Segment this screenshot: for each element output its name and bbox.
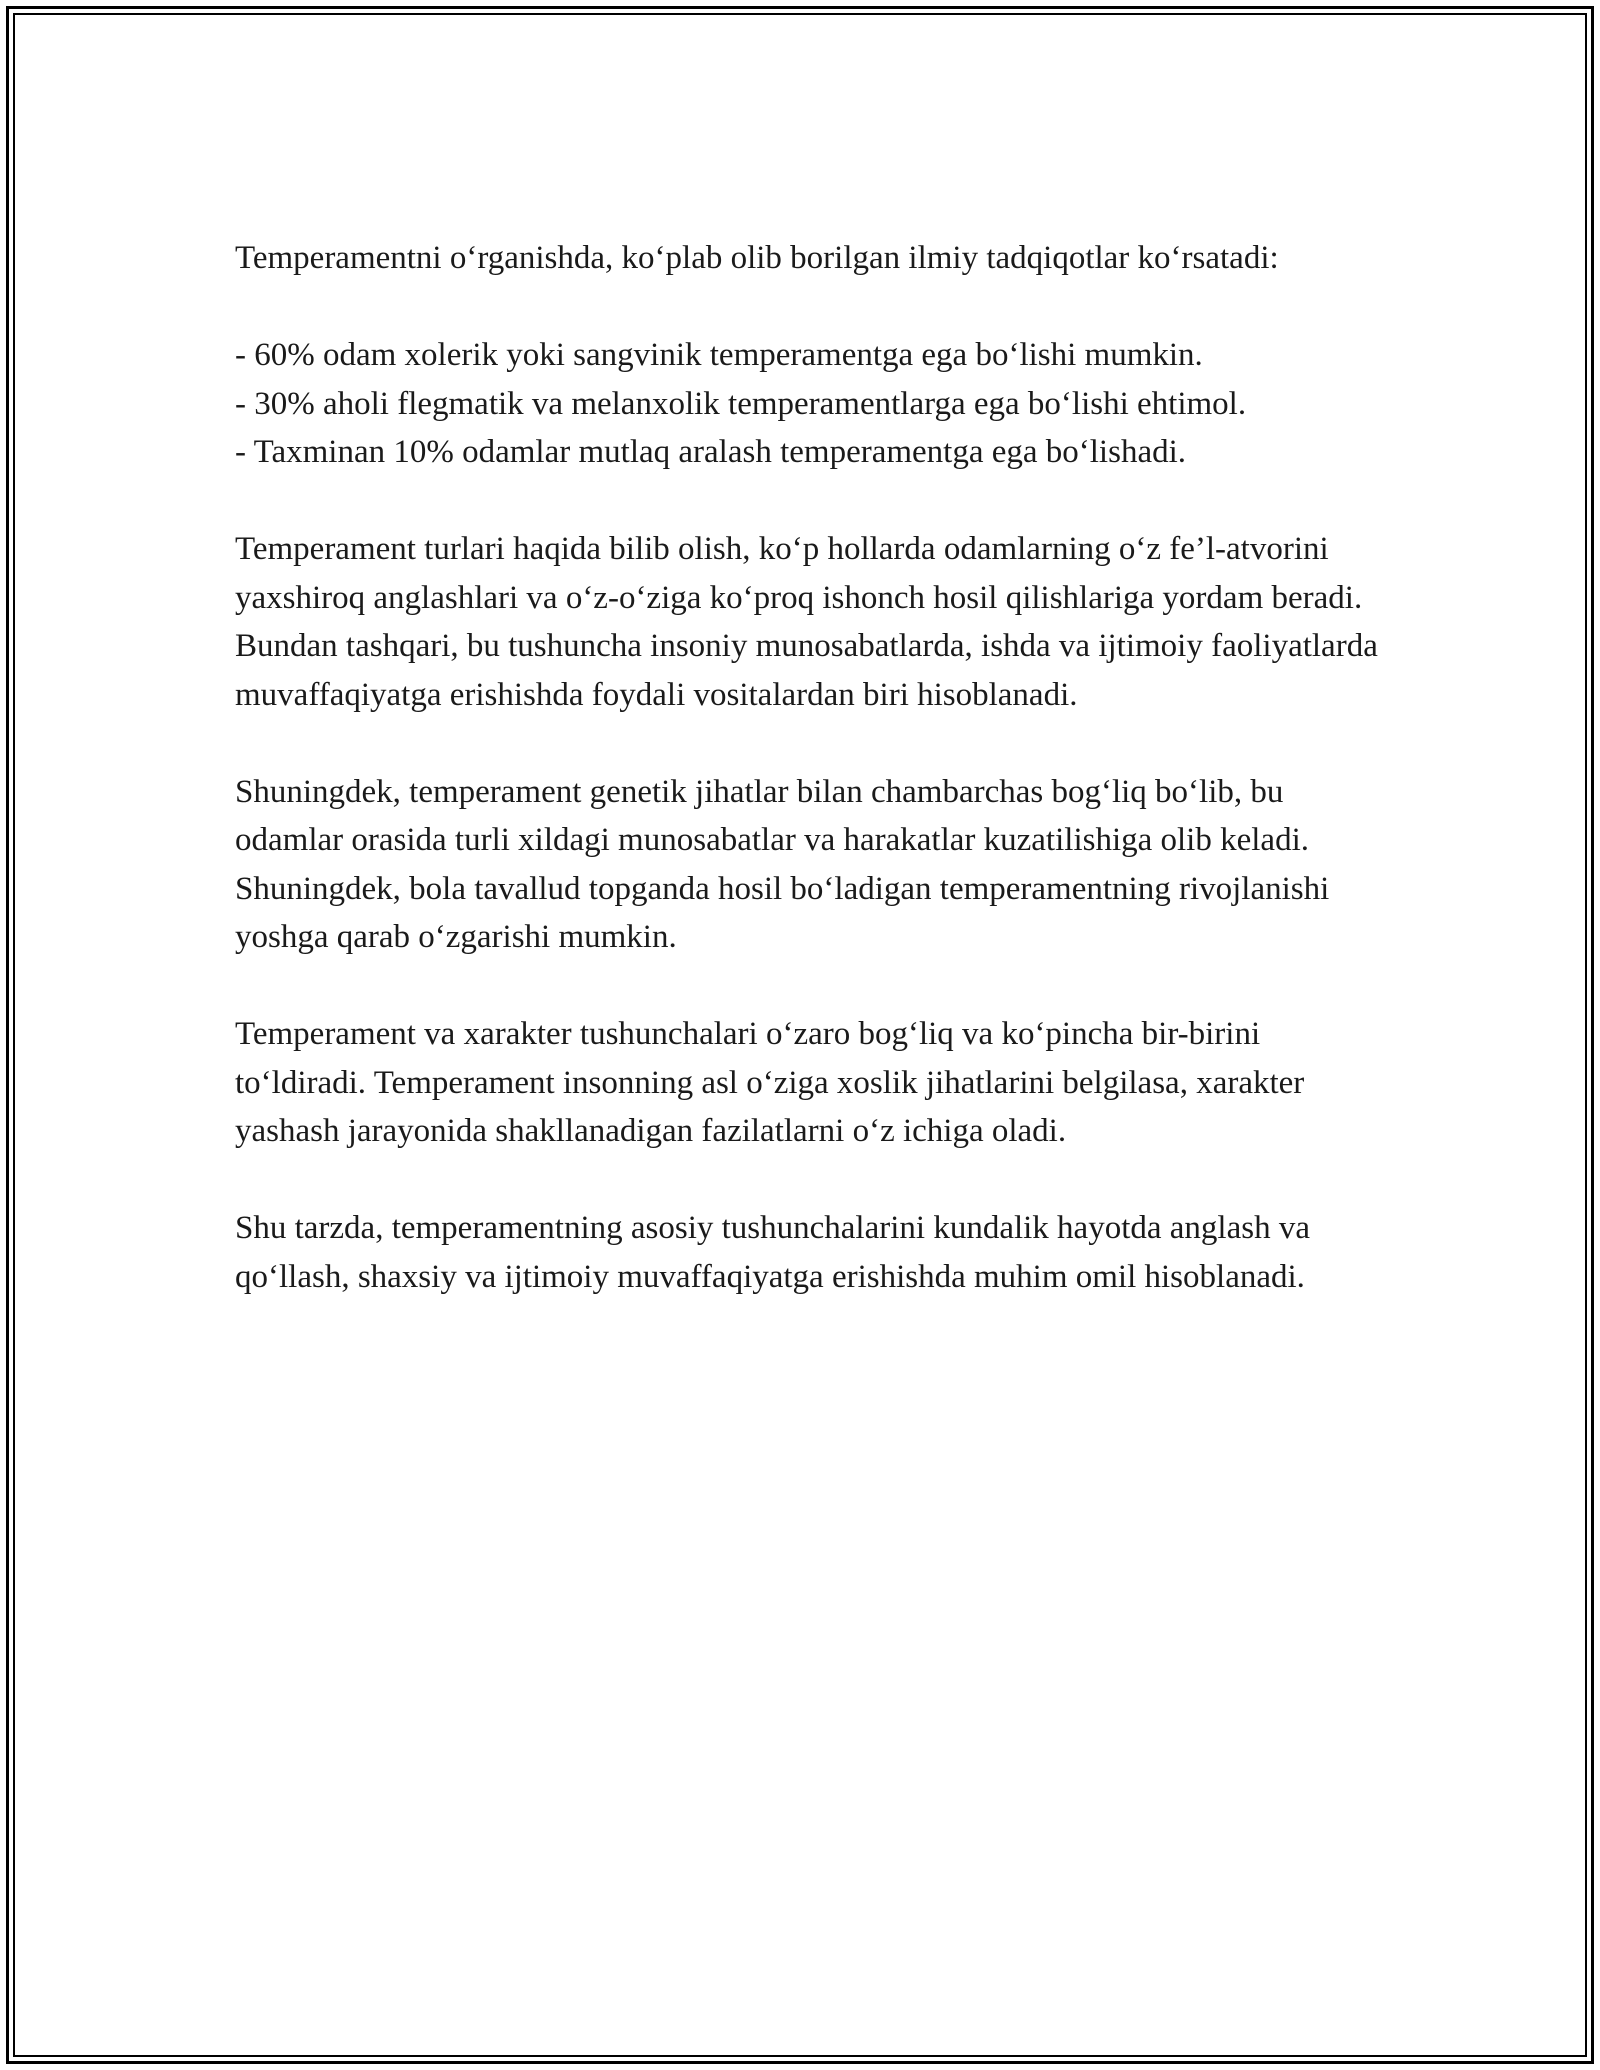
list-item: - Taxminan 10% odamlar mutlaq aralash temperamentga ega bo‘lishadi. [235,434,1187,470]
list-item: - 30% aholi flegmatik va melanxolik temperamentlarga ega bo‘lishi ehtimol. [235,385,1247,422]
list-item: - 60% odam xolerik yoki sangvinik temperamentga ega bo‘lishi mumkin. [235,337,1203,373]
document-body [235,234,1395,1350]
paragraph-temperament-types: Temperament turlari haqida bilib olish, ko‘p hollarda odamlarning o‘z fe’l-atvorini yaxshiroq anglashlari va o‘z-o‘ziga ko‘proq ishonch hosil qilishlariga yordam beradi. Bundan tashqari, bu tushuncha insoniy munosabatlarda, ishda va ijtimoiy faoliyatlarda muvaffaqiyatga erishishda foydali vositalardan biri hisoblanadi. [235,531,1378,713]
paragraph-genetics: Shuningdek, temperament genetik jihatlar bilan chambarchas bog‘liq bo‘lib, bu odamlar orasida turli xildagi munosabatlar va harakatlar kuzatilishiga olib keladi. Shuningdek, bola tavallud topganda hosil bo‘ladigan temperamentning rivojlanishi yoshga qarab o‘zgarishi mumkin. [235,773,1330,955]
paragraph-conclusion: Shu tarzda, temperamentning asosiy tushunchalarini kundalik hayotda anglash va qo‘llash, shaxsiy va ijtimoiy muvaffaqiyatga erishishda muhim omil hisoblanadi. [235,1210,1310,1295]
intro-paragraph: Temperamentni o‘rganishda, ko‘plab olib borilgan ilmiy tadqiqotlar ko‘rsatadi: [235,240,1279,276]
statistics-list [235,331,1395,477]
paragraph-character: Temperament va xarakter tushunchalari o‘zaro bog‘liq va ko‘pincha bir-birini to‘ldiradi. Temperament insonning asl o‘ziga xoslik jihatlarini belgilasa, xarakter yashash jarayonida shakllanadigan fazilatlarni o‘z ichiga oladi. [235,1016,1305,1149]
